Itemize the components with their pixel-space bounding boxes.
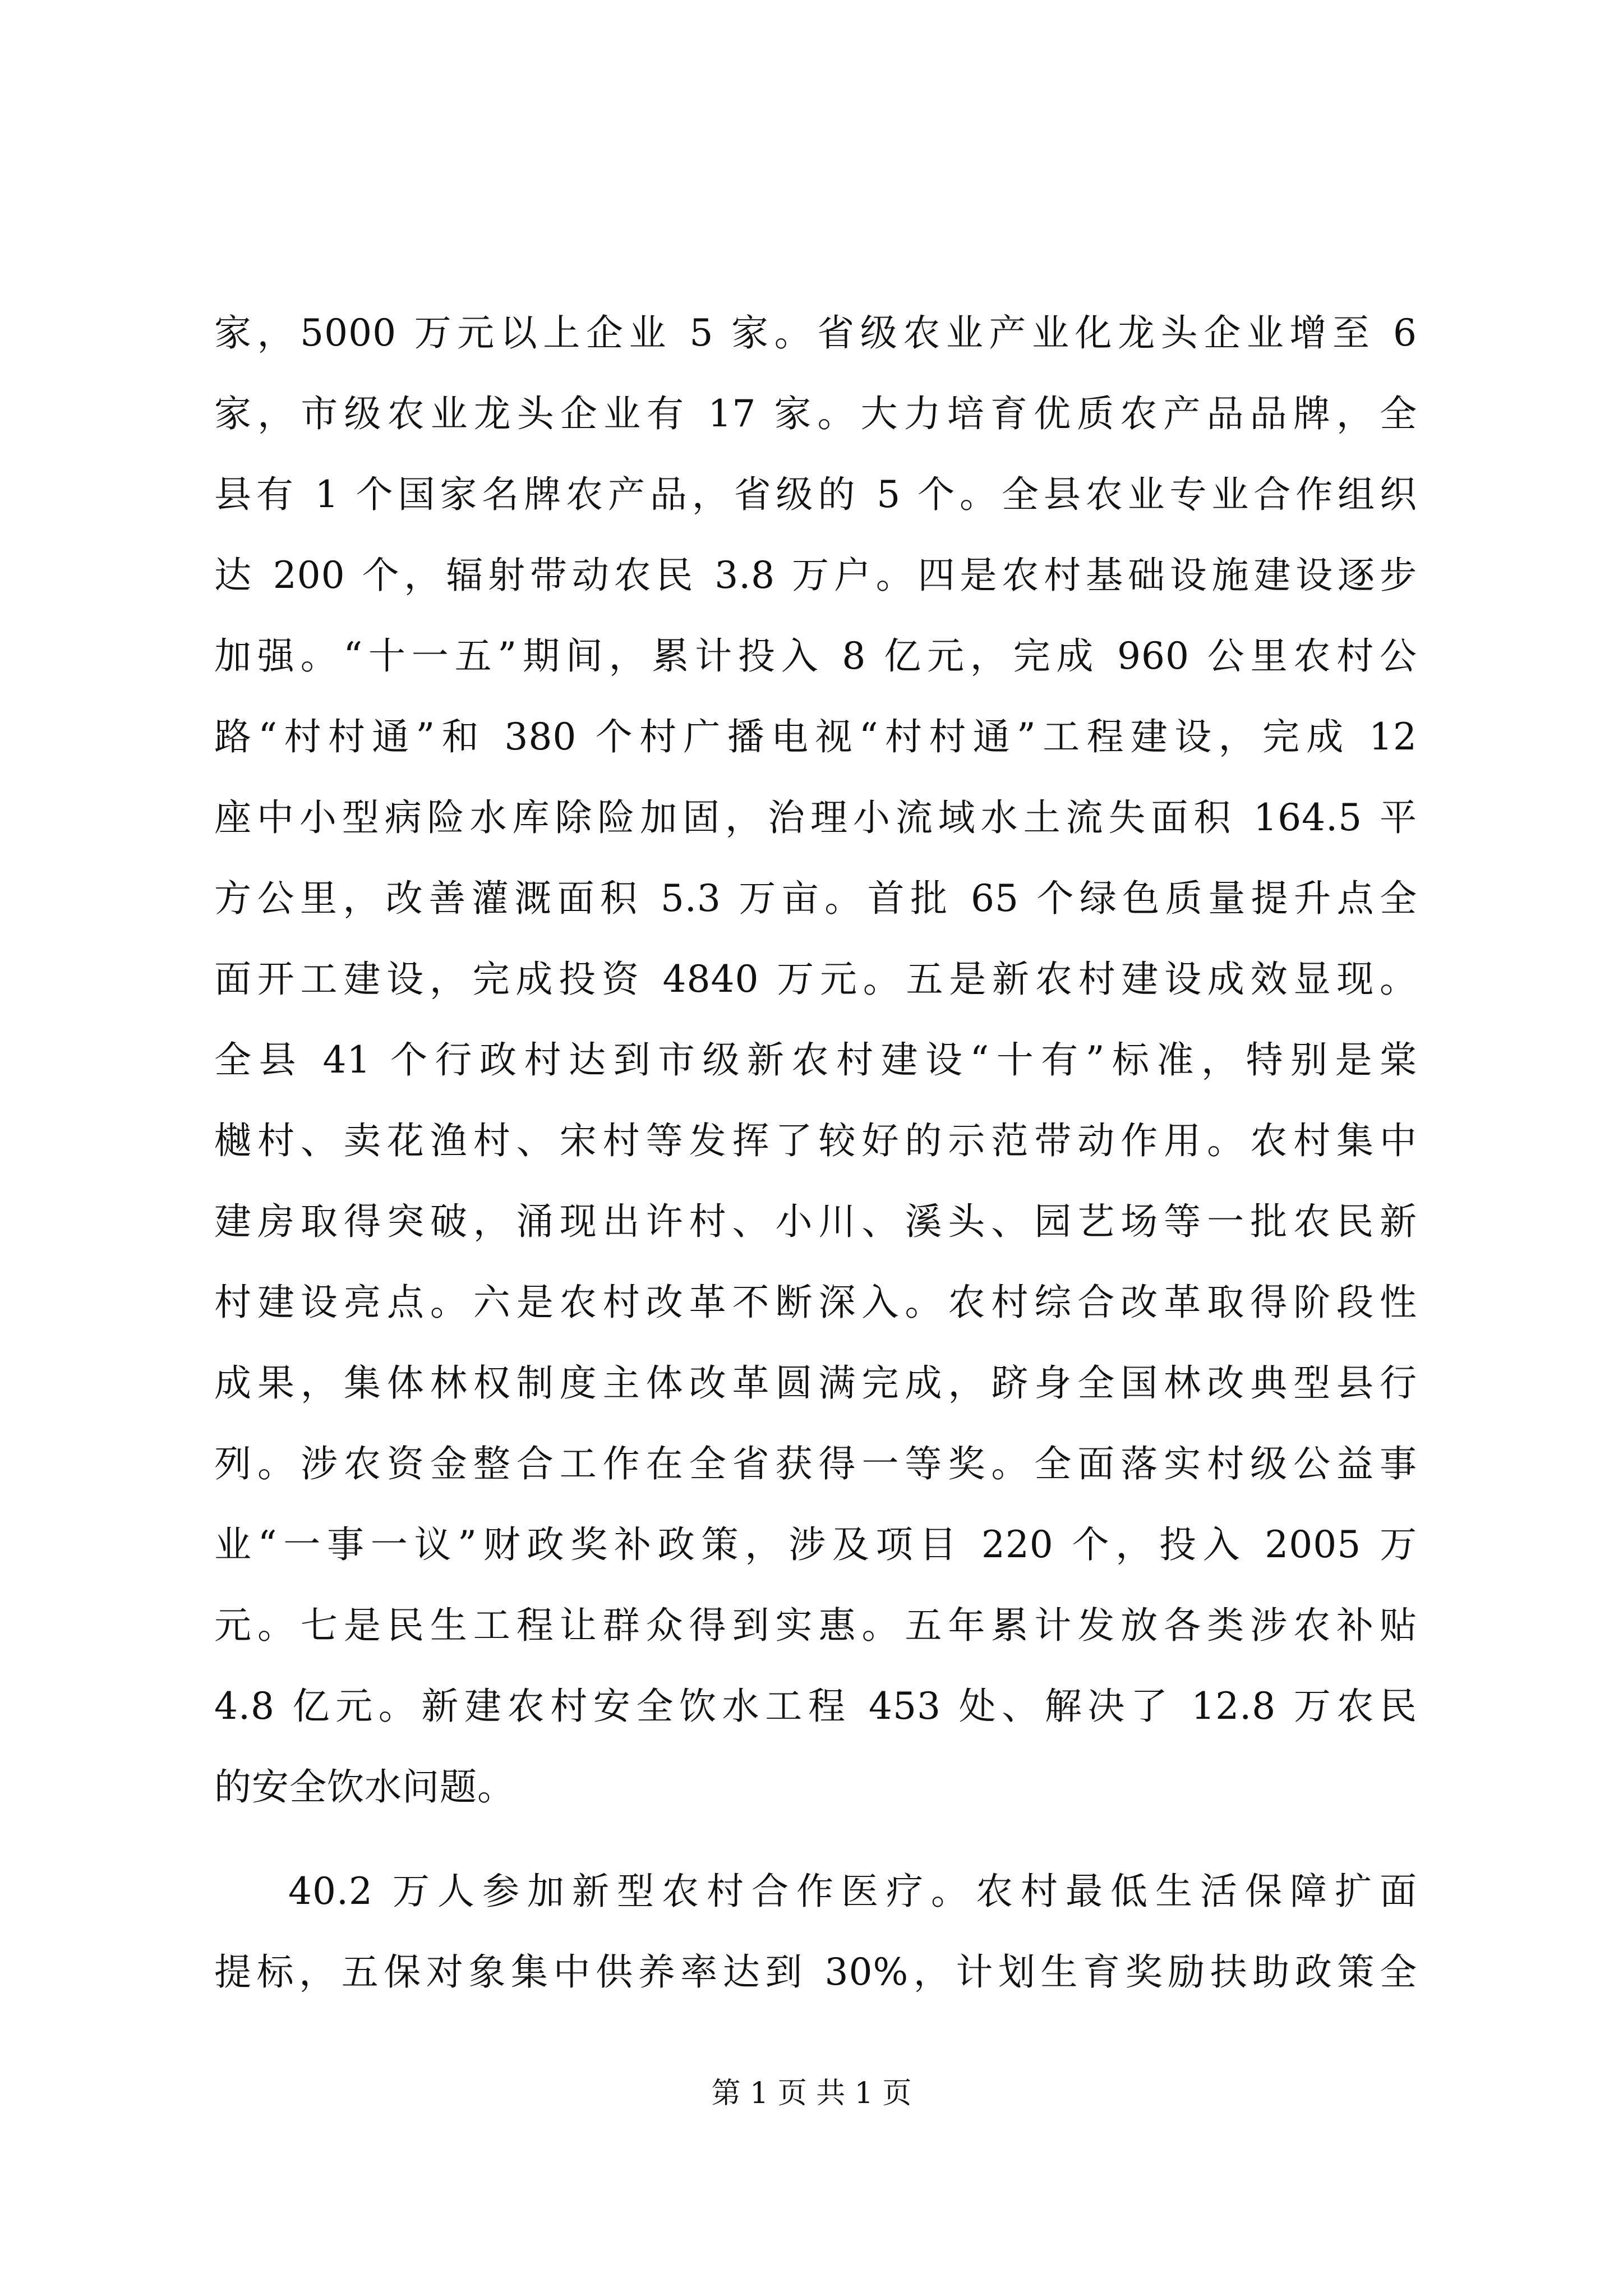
text-line: 家，市级农业龙头企业有 17 家。大力培育优质农产品品牌，全 [214, 392, 1417, 435]
text-line: 樾村、卖花渔村、宋村等发挥了较好的示范带动作用。农村集中 [214, 1119, 1417, 1162]
text-line: 县有 1 个国家名牌农产品，省级的 5 个。全县农业专业合作组织 [214, 473, 1417, 516]
text-line: 列。涉农资金整合工作在全省获得一等奖。全面落实村级公益事 [214, 1442, 1417, 1485]
paragraph-gap [214, 1828, 1417, 1851]
text-line: 方公里，改善灌溉面积 5.3 万亩。首批 65 个绿色质量提升点全 [214, 877, 1417, 920]
text-line: 路“村村通”和 380 个村广播电视“村村通”工程建设，完成 12 [214, 715, 1417, 758]
text-line: 村建设亮点。六是农村改革不断深入。农村综合改革取得阶段性 [214, 1281, 1417, 1324]
document-body [214, 293, 1417, 2013]
text-line: 成果，集体林权制度主体改革圆满完成，跻身全国林改典型县行 [214, 1361, 1417, 1405]
paragraph [214, 293, 1417, 1828]
text-line: 座中小型病险水库除险加固，治理小流域水土流失面积 164.5 平 [214, 796, 1417, 839]
text-line: 业“一事一议”财政奖补政策，涉及项目 220 个，投入 2005 万 [214, 1523, 1417, 1566]
text-line: 家，5000 万元以上企业 5 家。省级农业产业化龙头企业增至 6 [214, 311, 1417, 355]
page-footer: 第 1 页 共 1 页 [711, 2077, 912, 2110]
paragraph [214, 1851, 1417, 2013]
text-line: 达 200 个，辐射带动农民 3.8 万户。四是农村基础设施建设逐步 [214, 554, 1417, 597]
text-line: 建房取得突破，涌现出许村、小川、溪头、园艺场等一批农民新 [214, 1200, 1417, 1243]
text-line: 40.2 万人参加新型农村合作医疗。农村最低生活保障扩面 [288, 1870, 1417, 1913]
text-line: 提标，五保对象集中供养率达到 30%，计划生育奖励扶助政策全 [214, 1950, 1417, 1994]
text-line: 加强。“十一五”期间，累计投入 8 亿元，完成 960 公里农村公 [214, 634, 1417, 678]
text-line: 的安全饮水问题。 [214, 1765, 515, 1809]
text-line: 4.8 亿元。新建农村安全饮水工程 453 处、解决了 12.8 万农民 [214, 1685, 1417, 1728]
text-line: 元。七是民生工程让群众得到实惠。五年累计发放各类涉农补贴 [214, 1604, 1417, 1647]
text-line: 全县 41 个行政村达到市级新农村建设“十有”标准，特别是棠 [214, 1038, 1417, 1082]
text-line: 面开工建设，完成投资 4840 万元。五是新农村建设成效显现。 [214, 958, 1417, 1001]
